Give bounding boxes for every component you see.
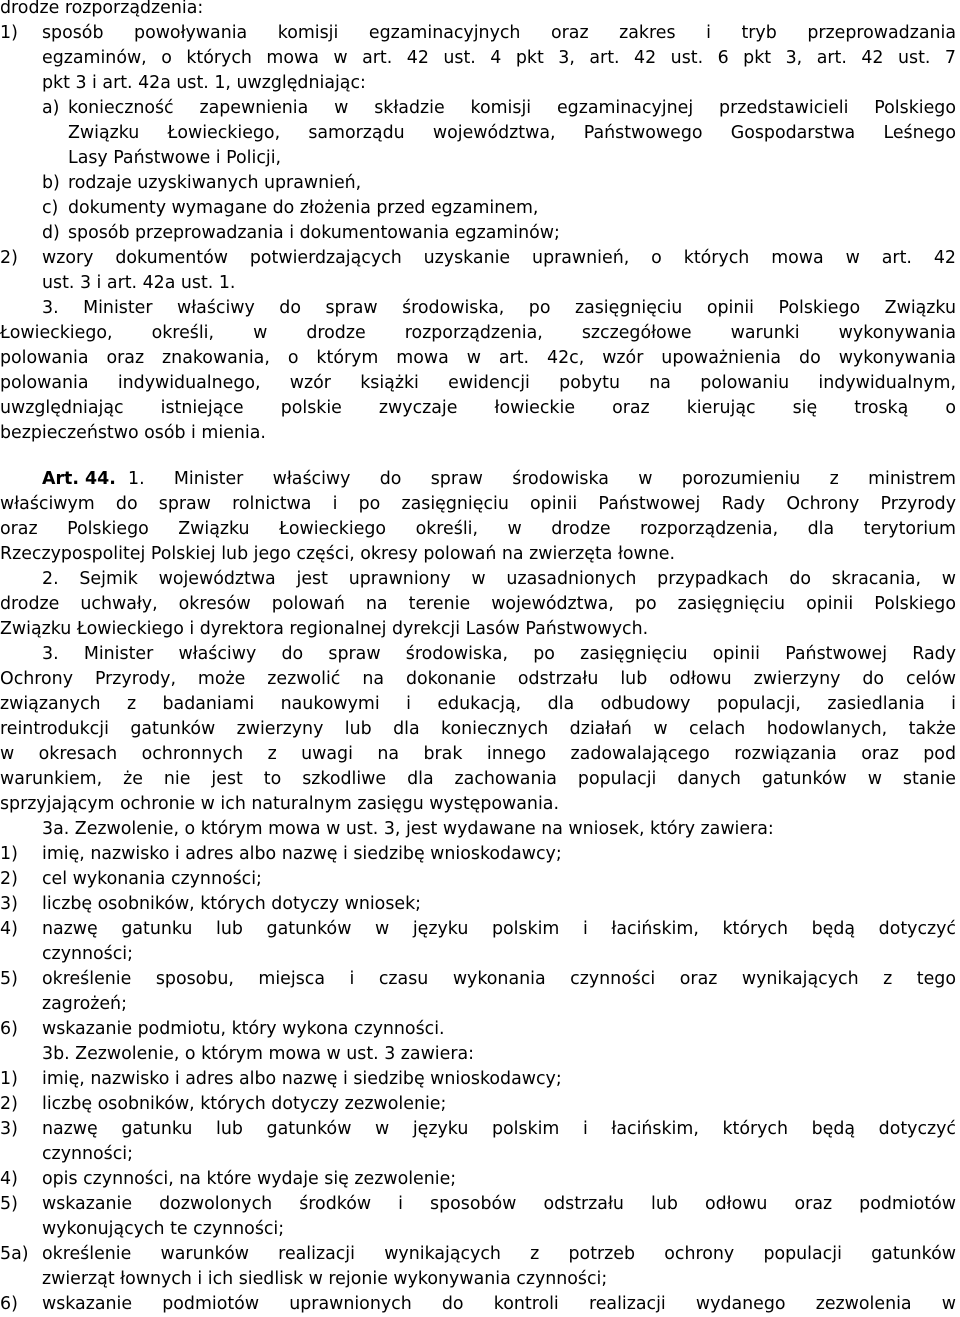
list-item-number: 1) xyxy=(0,844,18,864)
text-line: wskazanie podmiotów uprawnionych do kontroli realizacji wydanego zezwolenia w xyxy=(42,1294,956,1314)
text-line: zwierząt łownych i ich siedlisk w rejonie wykonywania czynności; xyxy=(42,1269,608,1289)
text-line: polowania indywidualnego, wzór książki ewidencji pobytu na polowaniu indywidualnym, xyxy=(0,373,956,393)
list-item-number: 1) xyxy=(0,1069,18,1089)
text-line: Ochrony Przyrody, może zezwolić na dokonanie odstrzału lub odłowu zwierzyny do celów xyxy=(0,669,956,689)
text-line: drodze uchwały, okresów polowań na terenie województwa, po zasięgnięciu opinii Polskiego xyxy=(0,594,956,614)
text-line: warunkiem, że nie jest to szkodliwe dla zachowania populacji danych gatunków w stanie xyxy=(0,769,956,789)
text-line: liczbę osobników, których dotyczy zezwolenie; xyxy=(42,1094,447,1114)
text-line: nazwę gatunku lub gatunków w języku polskim i łacińskim, których będą dotyczyć xyxy=(42,1119,956,1139)
text-line: właściwym do spraw rolnictwa i po zasięgnięciu opinii Państwowej Rady Ochrony Przyrody xyxy=(0,494,956,514)
text-line: 3a. Zezwolenie, o którym mowa w ust. 3, jest wydawane na wniosek, który zawiera: xyxy=(42,819,774,839)
text-line: reintrodukcji gatunków zwierzyny lub dla koniecznych działań w celach hodowlanych, także xyxy=(0,719,956,739)
list-item-number: 2) xyxy=(0,869,18,889)
text-line: wzory dokumentów potwierdzających uzyskanie uprawnień, o których mowa w art. 42 xyxy=(42,248,956,268)
text-line: drodze rozporządzenia: xyxy=(0,0,204,18)
text-line: 3b. Zezwolenie, o którym mowa w ust. 3 zawiera: xyxy=(42,1044,475,1064)
text-line: konieczność zapewnienia w składzie komisji egzaminacyjnej przedstawicieli Polskiego xyxy=(68,98,956,118)
text-line: polowania oraz znakowania, o którym mowa w art. 42c, wzór upoważnienia do wykonywania xyxy=(0,348,956,368)
text-line: wykonujących te czynności; xyxy=(42,1219,285,1239)
list-item-number: 5a) xyxy=(0,1244,29,1264)
list-item-number: 5) xyxy=(0,1194,18,1214)
text-line: sposób przeprowadzania i dokumentowania egzaminów; xyxy=(68,223,560,243)
text-line: 1. Minister właściwy do spraw środowiska w porozumieniu z ministrem xyxy=(128,469,956,489)
list-item-number: 3) xyxy=(0,1119,18,1139)
list-item-number: 4) xyxy=(0,1169,18,1189)
list-item-number: 1) xyxy=(0,23,18,43)
text-line: czynności; xyxy=(42,1144,133,1164)
text-line: określenie warunków realizacji wynikających z potrzeb ochrony populacji gatunków xyxy=(42,1244,956,1264)
text-line: opis czynności, na które wydaje się zezwolenie; xyxy=(42,1169,457,1189)
text-line: Związku Łowieckiego, samorządu województwa, Państwowego Gospodarstwa Leśnego xyxy=(68,123,956,143)
text-line: egzaminów, o których mowa w art. 42 ust. 4 pkt 3, art. 42 ust. 6 pkt 3, art. 42 ust. 7 xyxy=(42,48,956,68)
text-line: nazwę gatunku lub gatunków w języku polskim i łacińskim, których będą dotyczyć xyxy=(42,919,956,939)
list-item-number: 2) xyxy=(0,248,18,268)
text-line: liczbę osobników, których dotyczy wniosek; xyxy=(42,894,422,914)
list-item-letter: b) xyxy=(42,173,60,193)
text-line: oraz Polskiego Związku Łowieckiego określi, w drodze rozporządzenia, dla terytorium xyxy=(0,519,956,539)
text-line: w okresach ochronnych z uwagi na brak innego zadowalającego rozwiązania oraz pod xyxy=(0,744,956,764)
list-item-letter: c) xyxy=(42,198,59,218)
text-line: Lasy Państwowe i Policji, xyxy=(68,148,282,168)
text-line: zagrożeń; xyxy=(42,994,127,1014)
text-line: uwzględniając istniejące polskie zwyczaje łowieckie oraz kierując się troską o xyxy=(0,398,956,418)
text-line: określenie sposobu, miejsca i czasu wykonania czynności oraz wynikających z tego xyxy=(42,969,956,989)
article-heading: Art. 44. xyxy=(42,469,116,489)
list-item-number: 2) xyxy=(0,1094,18,1114)
text-line: czynności; xyxy=(42,944,133,964)
text-line: ust. 3 i art. 42a ust. 1. xyxy=(42,273,236,293)
text-line: 2. Sejmik województwa jest uprawniony w uzasadnionych przypadkach do skracania, w xyxy=(42,569,956,589)
text-line: bezpieczeństwo osób i mienia. xyxy=(0,423,266,443)
text-line: pkt 3 i art. 42a ust. 1, uwzględniając: xyxy=(42,73,366,93)
list-item-number: 4) xyxy=(0,919,18,939)
text-line: cel wykonania czynności; xyxy=(42,869,262,889)
list-item-letter: d) xyxy=(42,223,60,243)
text-line: rodzaje uzyskiwanych uprawnień, xyxy=(68,173,362,193)
list-item-number: 6) xyxy=(0,1294,18,1314)
list-item-letter: a) xyxy=(42,98,60,118)
text-line: Rzeczypospolitej Polskiej lub jego części, okresy polowań na zwierzęta łowne. xyxy=(0,544,676,564)
text-line: Łowieckiego, określi, w drodze rozporządzenia, szczegółowe warunki wykonywania xyxy=(0,323,956,343)
text-line: wskazanie podmiotu, który wykona czynności. xyxy=(42,1019,445,1039)
text-line: dokumenty wymagane do złożenia przed egzaminem, xyxy=(68,198,539,218)
text-line: 3. Minister właściwy do spraw środowiska, po zasięgnięciu opinii Państwowej Rady xyxy=(42,644,956,664)
text-line: związanych z badaniami naukowymi i edukacją, dla odbudowy populacji, zasiedlania i xyxy=(0,694,956,714)
text-line: imię, nazwisko i adres albo nazwę i siedzibę wnioskodawcy; xyxy=(42,1069,562,1089)
text-line: wskazanie dozwolonych środków i sposobów odstrzału lub odłowu oraz podmiotów xyxy=(42,1194,956,1214)
list-item-number: 6) xyxy=(0,1019,18,1039)
text-line: 3. Minister właściwy do spraw środowiska, po zasięgnięciu opinii Polskiego Związku xyxy=(42,298,956,318)
list-item-number: 3) xyxy=(0,894,18,914)
text-line: sposób powoływania komisji egzaminacyjnych oraz zakres i tryb przeprowadzania xyxy=(42,23,956,43)
text-line: Związku Łowieckiego i dyrektora regionalnej dyrekcji Lasów Państwowych. xyxy=(0,619,649,639)
text-line: sprzyjającym ochronie w ich naturalnym zasięgu występowania. xyxy=(0,794,559,814)
list-item-number: 5) xyxy=(0,969,18,989)
text-line: imię, nazwisko i adres albo nazwę i siedzibę wnioskodawcy; xyxy=(42,844,562,864)
